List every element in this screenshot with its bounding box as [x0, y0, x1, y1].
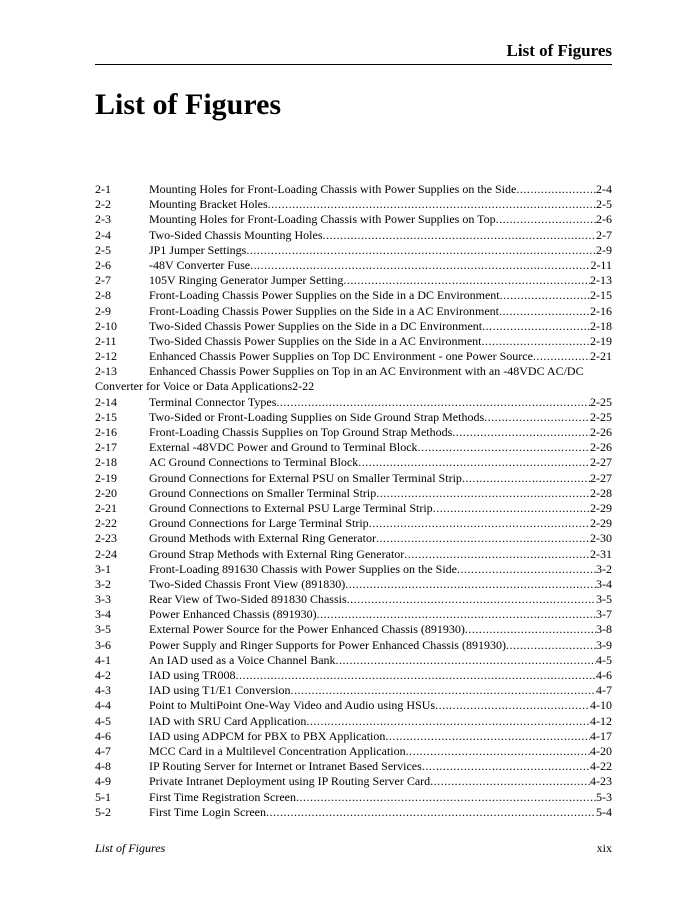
dot-leader [422, 759, 590, 774]
figure-page-number: 2-27 [590, 470, 612, 485]
figure-title: Front-Loading 891630 Chassis with Power Supplies on the Side [149, 561, 457, 576]
dot-leader [358, 455, 590, 470]
figure-entry[interactable] [95, 562, 612, 577]
figure-number: 2-5 [95, 242, 111, 257]
figure-title-line [149, 531, 612, 546]
dot-leader [516, 182, 596, 197]
dot-leader [268, 197, 596, 212]
running-header [95, 40, 612, 65]
figure-title-line [149, 562, 612, 577]
figure-entry[interactable] [95, 501, 612, 516]
footer-section-title: List of Figures [95, 841, 166, 855]
figure-entry[interactable] [95, 668, 612, 683]
figure-page-number: 2-6 [596, 212, 612, 227]
dot-leader [506, 638, 596, 653]
dot-leader [404, 547, 590, 562]
figure-title: IP Routing Server for Internet or Intranet Based Services [149, 759, 422, 774]
dot-leader [376, 486, 590, 501]
figure-title: First Time Login Screen [149, 804, 267, 819]
figure-number: 2-23 [95, 531, 117, 546]
figure-number: 2-24 [95, 546, 117, 561]
dot-leader [433, 501, 590, 516]
dot-leader [430, 774, 590, 789]
figure-entry[interactable] [95, 759, 612, 774]
figure-entry[interactable] [95, 273, 612, 288]
figure-number: 2-1 [95, 182, 111, 196]
figure-title-line [149, 653, 612, 668]
figure-entry[interactable] [95, 304, 612, 319]
figure-number: 2-17 [95, 440, 117, 455]
figure-title-line [149, 547, 612, 562]
figure-number: 3-5 [95, 622, 111, 637]
figure-page-number: 2-26 [590, 440, 612, 455]
dot-leader [406, 744, 590, 759]
figure-number: 4-6 [95, 728, 111, 743]
dot-leader [290, 683, 596, 698]
figure-title: Enhanced Chassis Power Supplies on Top DC Environment - one Power Source [149, 349, 533, 364]
figure-title-line [149, 440, 612, 455]
figure-title-line [149, 486, 612, 501]
figure-entry[interactable] [95, 334, 612, 349]
figure-entry[interactable] [95, 319, 612, 334]
dot-leader [482, 319, 590, 334]
figure-title-line [149, 501, 612, 516]
figure-entry[interactable] [95, 349, 612, 364]
figure-page-number: 2-16 [590, 303, 612, 318]
dot-leader [465, 622, 596, 637]
page-title: List of Figures [95, 88, 282, 121]
figure-number: 4-3 [95, 683, 111, 698]
figure-number: 2-3 [95, 212, 111, 227]
figure-entry[interactable] [95, 471, 612, 486]
figure-title: Ground Connections on Smaller Terminal Strip [149, 485, 377, 500]
dot-leader [266, 805, 596, 820]
figure-title-line [149, 425, 612, 440]
figure-entry[interactable] [95, 683, 612, 698]
dot-leader [533, 349, 590, 364]
figure-number: 2-10 [95, 318, 117, 333]
figure-entry[interactable] [95, 744, 612, 759]
figure-title: JP1 Jumper Settings [149, 242, 247, 257]
figure-title: Power Enhanced Chassis (891930) [149, 607, 317, 622]
figure-title-line [149, 455, 612, 470]
figure-number: 2-21 [95, 500, 117, 515]
figure-title: -48V Converter Fuse [149, 257, 251, 272]
figure-page-number: 5-4 [596, 804, 612, 819]
figure-entry[interactable] [95, 714, 612, 729]
figure-number: 4-5 [95, 713, 111, 728]
figure-entry[interactable] [95, 228, 612, 243]
figure-number: 2-2 [95, 197, 111, 212]
figure-title-line [149, 410, 612, 425]
figure-entry[interactable] [95, 425, 612, 440]
figure-page-number: 2-25 [590, 409, 612, 424]
figure-title-line [149, 228, 612, 243]
figure-page-number: 2-4 [596, 182, 612, 196]
figure-title: Mounting Bracket Holes [149, 197, 268, 212]
figure-list [95, 182, 612, 820]
figure-entry[interactable] [95, 774, 612, 789]
figure-page-number: 4-7 [596, 683, 612, 698]
figure-page-number: 3-5 [596, 592, 612, 607]
figure-title: Front-Loading Chassis Supplies on Top Ground Strap Methods [149, 425, 453, 439]
dot-leader [484, 410, 590, 425]
dot-leader [452, 425, 590, 440]
figure-entry[interactable] [95, 410, 612, 425]
figure-number: 2-22 [95, 516, 117, 531]
figure-entry[interactable] [95, 729, 612, 744]
figure-number: 2-19 [95, 470, 117, 485]
figure-page-number: 4-22 [590, 759, 612, 774]
figure-number: 4-4 [95, 698, 111, 713]
figure-number: 2-13 [95, 364, 117, 379]
figure-title: Ground Strap Methods with External Ring Generator [149, 546, 405, 561]
figure-page-number: 3-2 [596, 561, 612, 576]
figure-number: 5-1 [95, 789, 111, 804]
figure-page-number: 2-31 [590, 546, 612, 561]
figure-title: Power Supply and Ringer Supports for Power Enhanced Chassis (891930) [149, 637, 506, 652]
figure-title: Ground Connections to External PSU Large Terminal Strip [149, 500, 433, 515]
figure-entry[interactable] [95, 243, 612, 258]
figure-number: 3-3 [95, 592, 111, 607]
figure-page-number: 3-4 [596, 576, 612, 591]
figure-title-line [149, 304, 612, 319]
figure-page-number: 3-9 [596, 637, 612, 652]
figure-number: 4-2 [95, 668, 111, 682]
figure-title-line [149, 243, 612, 258]
figure-title: Ground Connections for External PSU on Smaller Terminal Strip [149, 470, 462, 485]
dot-leader [347, 592, 596, 607]
figure-page-number: 4-5 [596, 652, 612, 667]
figure-title: External Power Source for the Power Enhanced Chassis (891930) [149, 622, 465, 637]
dot-leader [418, 440, 590, 455]
figure-entry[interactable] [95, 592, 612, 607]
figure-title-line [149, 395, 612, 410]
figure-number: 2-4 [95, 227, 111, 242]
figure-title: Front-Loading Chassis Power Supplies on the Side in a DC Environment [149, 288, 500, 303]
figure-page-number: 2-5 [596, 197, 612, 212]
figure-page-number: 4-12 [590, 713, 612, 728]
figure-title: Two-Sided or Front-Loading Supplies on Side Ground Strap Methods [149, 409, 485, 424]
figure-title-line [149, 334, 612, 349]
figure-page-number: 2-7 [596, 227, 612, 242]
figure-page-number: 2-18 [590, 318, 612, 333]
figure-title-line [149, 577, 612, 592]
figure-title-line [149, 364, 612, 379]
figure-page-number: 4-23 [590, 774, 612, 789]
figure-title-line [149, 212, 612, 227]
figure-title: An IAD used as a Voice Channel Bank [149, 652, 336, 667]
figure-entry[interactable] [95, 182, 612, 197]
dot-leader [369, 516, 590, 531]
figure-number: 3-2 [95, 576, 111, 591]
figure-page-number: 4-20 [590, 743, 612, 758]
figure-title: Point to MultiPoint One-Way Video and Audio using HSUs [149, 698, 436, 713]
figure-number: 5-2 [95, 804, 111, 819]
figure-page-number: 2-15 [590, 288, 612, 303]
figure-title: IAD using TR008 [149, 668, 236, 682]
figure-entry[interactable] [95, 197, 612, 212]
figure-entry[interactable] [95, 653, 612, 668]
figure-page-number: 5-3 [596, 789, 612, 804]
figure-page-number: 2-29 [590, 516, 612, 531]
figure-page-number: 2-28 [590, 485, 612, 500]
dot-leader [457, 562, 596, 577]
figure-entry[interactable] [95, 364, 612, 379]
figure-title-line [149, 638, 612, 653]
figure-number: 4-9 [95, 774, 111, 789]
figure-number: 2-12 [95, 349, 117, 364]
figure-title-line [149, 516, 612, 531]
figure-page-number: 3-7 [596, 607, 612, 622]
figure-title: Two-Sided Chassis Power Supplies on the Side in a AC Environment [149, 333, 482, 348]
page-number: xix [596, 841, 612, 855]
figure-title: Ground Methods with External Ring Generator [149, 531, 376, 546]
figure-title-continuation: Converter for Voice or Data Applications2-22 [95, 379, 315, 394]
dot-leader [343, 273, 590, 288]
figure-entry[interactable] [95, 486, 612, 501]
figure-title: Two-Sided Chassis Mounting Holes [149, 227, 323, 242]
dot-leader [336, 653, 596, 668]
figure-title-line [149, 622, 612, 637]
figure-number: 2-8 [95, 288, 111, 303]
dot-leader [462, 471, 590, 486]
figure-number: 2-20 [95, 485, 117, 500]
figure-entry[interactable] [95, 577, 612, 592]
figure-title: Front-Loading Chassis Power Supplies on the Side in a AC Environment [149, 303, 499, 318]
figure-entry[interactable] [95, 531, 612, 546]
figure-entry[interactable] [95, 607, 612, 622]
figure-entry[interactable] [95, 212, 612, 227]
figure-title-line [149, 471, 612, 486]
figure-number: 2-16 [95, 425, 117, 439]
figure-title: Private Intranet Deployment using IP Routing Server Card [149, 774, 431, 789]
figure-title-line [149, 744, 612, 759]
figure-title-line [149, 607, 612, 622]
dot-leader [435, 698, 590, 713]
figure-title: IAD with SRU Card Application [149, 713, 307, 728]
figure-page-number: 2-11 [590, 257, 612, 272]
figure-number: 2-9 [95, 303, 111, 318]
dot-leader [246, 243, 596, 258]
figure-title: MCC Card in a Multilevel Concentration Application [149, 743, 406, 758]
figure-page-number: 4-17 [590, 728, 612, 743]
figure-title-line [149, 349, 612, 364]
figure-title-line [149, 714, 612, 729]
figure-title: Mounting Holes for Front-Loading Chassis with Power Supplies on the Side [149, 182, 517, 196]
figure-title: 105V Ringing Generator Jumper Setting [149, 273, 344, 288]
figure-number: 4-1 [95, 652, 111, 667]
figure-title: External -48VDC Power and Ground to Terminal Block [149, 440, 418, 455]
figure-entry[interactable] [95, 288, 612, 303]
figure-title: IAD using ADPCM for PBX to PBX Application [149, 728, 386, 743]
figure-number: 4-7 [95, 743, 111, 758]
figure-title-line [149, 698, 612, 713]
figure-title: Ground Connections for Large Terminal Strip [149, 516, 369, 531]
figure-title: Enhanced Chassis Power Supplies on Top in an AC Environment with an -48VDC AC/DC [149, 364, 584, 379]
figure-page-number: 2-13 [590, 273, 612, 288]
figure-title-line [149, 790, 612, 805]
figure-title: Mounting Holes for Front-Loading Chassis with Power Supplies on Top [149, 212, 496, 227]
figure-number: 3-1 [95, 561, 111, 576]
figure-page-number: 2-19 [590, 333, 612, 348]
figure-number: 2-18 [95, 455, 117, 470]
figure-title-line [149, 774, 612, 789]
figure-entry[interactable] [95, 622, 612, 637]
dot-leader [276, 395, 590, 410]
figure-entry[interactable] [95, 805, 612, 820]
figure-page-number: 2-29 [590, 500, 612, 515]
figure-title: Terminal Connector Types [149, 394, 277, 409]
dot-leader [385, 729, 590, 744]
figure-entry[interactable] [95, 547, 612, 562]
dot-leader [235, 668, 596, 683]
figure-title-line [149, 729, 612, 744]
figure-page-number: 2-26 [590, 425, 612, 439]
figure-entry[interactable] [95, 638, 612, 653]
figure-number: 2-7 [95, 273, 111, 288]
figure-page-number: 4-10 [590, 698, 612, 713]
figure-title: AC Ground Connections to Terminal Block [149, 455, 359, 470]
dot-leader [250, 258, 590, 273]
figure-title-line [149, 759, 612, 774]
dot-leader [481, 334, 590, 349]
figure-title-line [149, 258, 612, 273]
figure-title-line [149, 197, 612, 212]
running-header-title: List of Figures [506, 41, 612, 60]
dot-leader [317, 607, 596, 622]
figure-entry-continuation [95, 379, 612, 394]
figure-title: IAD using T1/E1 Conversion [149, 683, 291, 698]
figure-title-line [149, 683, 612, 698]
figure-title: Two-Sided Chassis Front View (891830) [149, 576, 346, 591]
figure-title-line [149, 288, 612, 303]
figure-title-line [149, 319, 612, 334]
figure-title: First Time Registration Screen [149, 789, 296, 804]
figure-number: 3-6 [95, 637, 111, 652]
figure-page-number: 2-25 [590, 394, 612, 409]
figure-page-number: 2-9 [596, 242, 612, 257]
figure-number: 3-4 [95, 607, 111, 622]
figure-entry[interactable] [95, 395, 612, 410]
figure-entry[interactable] [95, 790, 612, 805]
figure-page-number: 2-27 [590, 455, 612, 470]
figure-page-number: 3-8 [596, 622, 612, 637]
dot-leader [323, 228, 597, 243]
figure-entry[interactable] [95, 516, 612, 531]
figure-title-line [149, 592, 612, 607]
dot-leader [500, 288, 590, 303]
figure-number: 2-11 [95, 333, 117, 348]
figure-title: Two-Sided Chassis Power Supplies on the Side in a DC Environment [149, 318, 483, 333]
dot-leader [496, 212, 596, 227]
figure-number: 2-15 [95, 409, 117, 424]
dot-leader [296, 790, 596, 805]
figure-entry[interactable] [95, 440, 612, 455]
figure-entry[interactable] [95, 455, 612, 470]
dot-leader [376, 531, 590, 546]
dot-leader [345, 577, 596, 592]
figure-title-line [149, 273, 612, 288]
figure-page-number: 2-21 [590, 349, 612, 364]
figure-page-number: 2-30 [590, 531, 612, 546]
dot-leader [306, 714, 590, 729]
figure-title-line [149, 668, 612, 683]
figure-number: 2-6 [95, 257, 111, 272]
dot-leader [499, 304, 590, 319]
figure-title: Rear View of Two-Sided 891830 Chassis [149, 592, 347, 607]
figure-number: 4-8 [95, 759, 111, 774]
figure-title-line [149, 182, 612, 197]
figure-entry[interactable] [95, 258, 612, 273]
figure-entry[interactable] [95, 698, 612, 713]
figure-number: 2-14 [95, 394, 117, 409]
figure-page-number: 4-6 [596, 668, 612, 682]
figure-title-line [149, 805, 612, 820]
